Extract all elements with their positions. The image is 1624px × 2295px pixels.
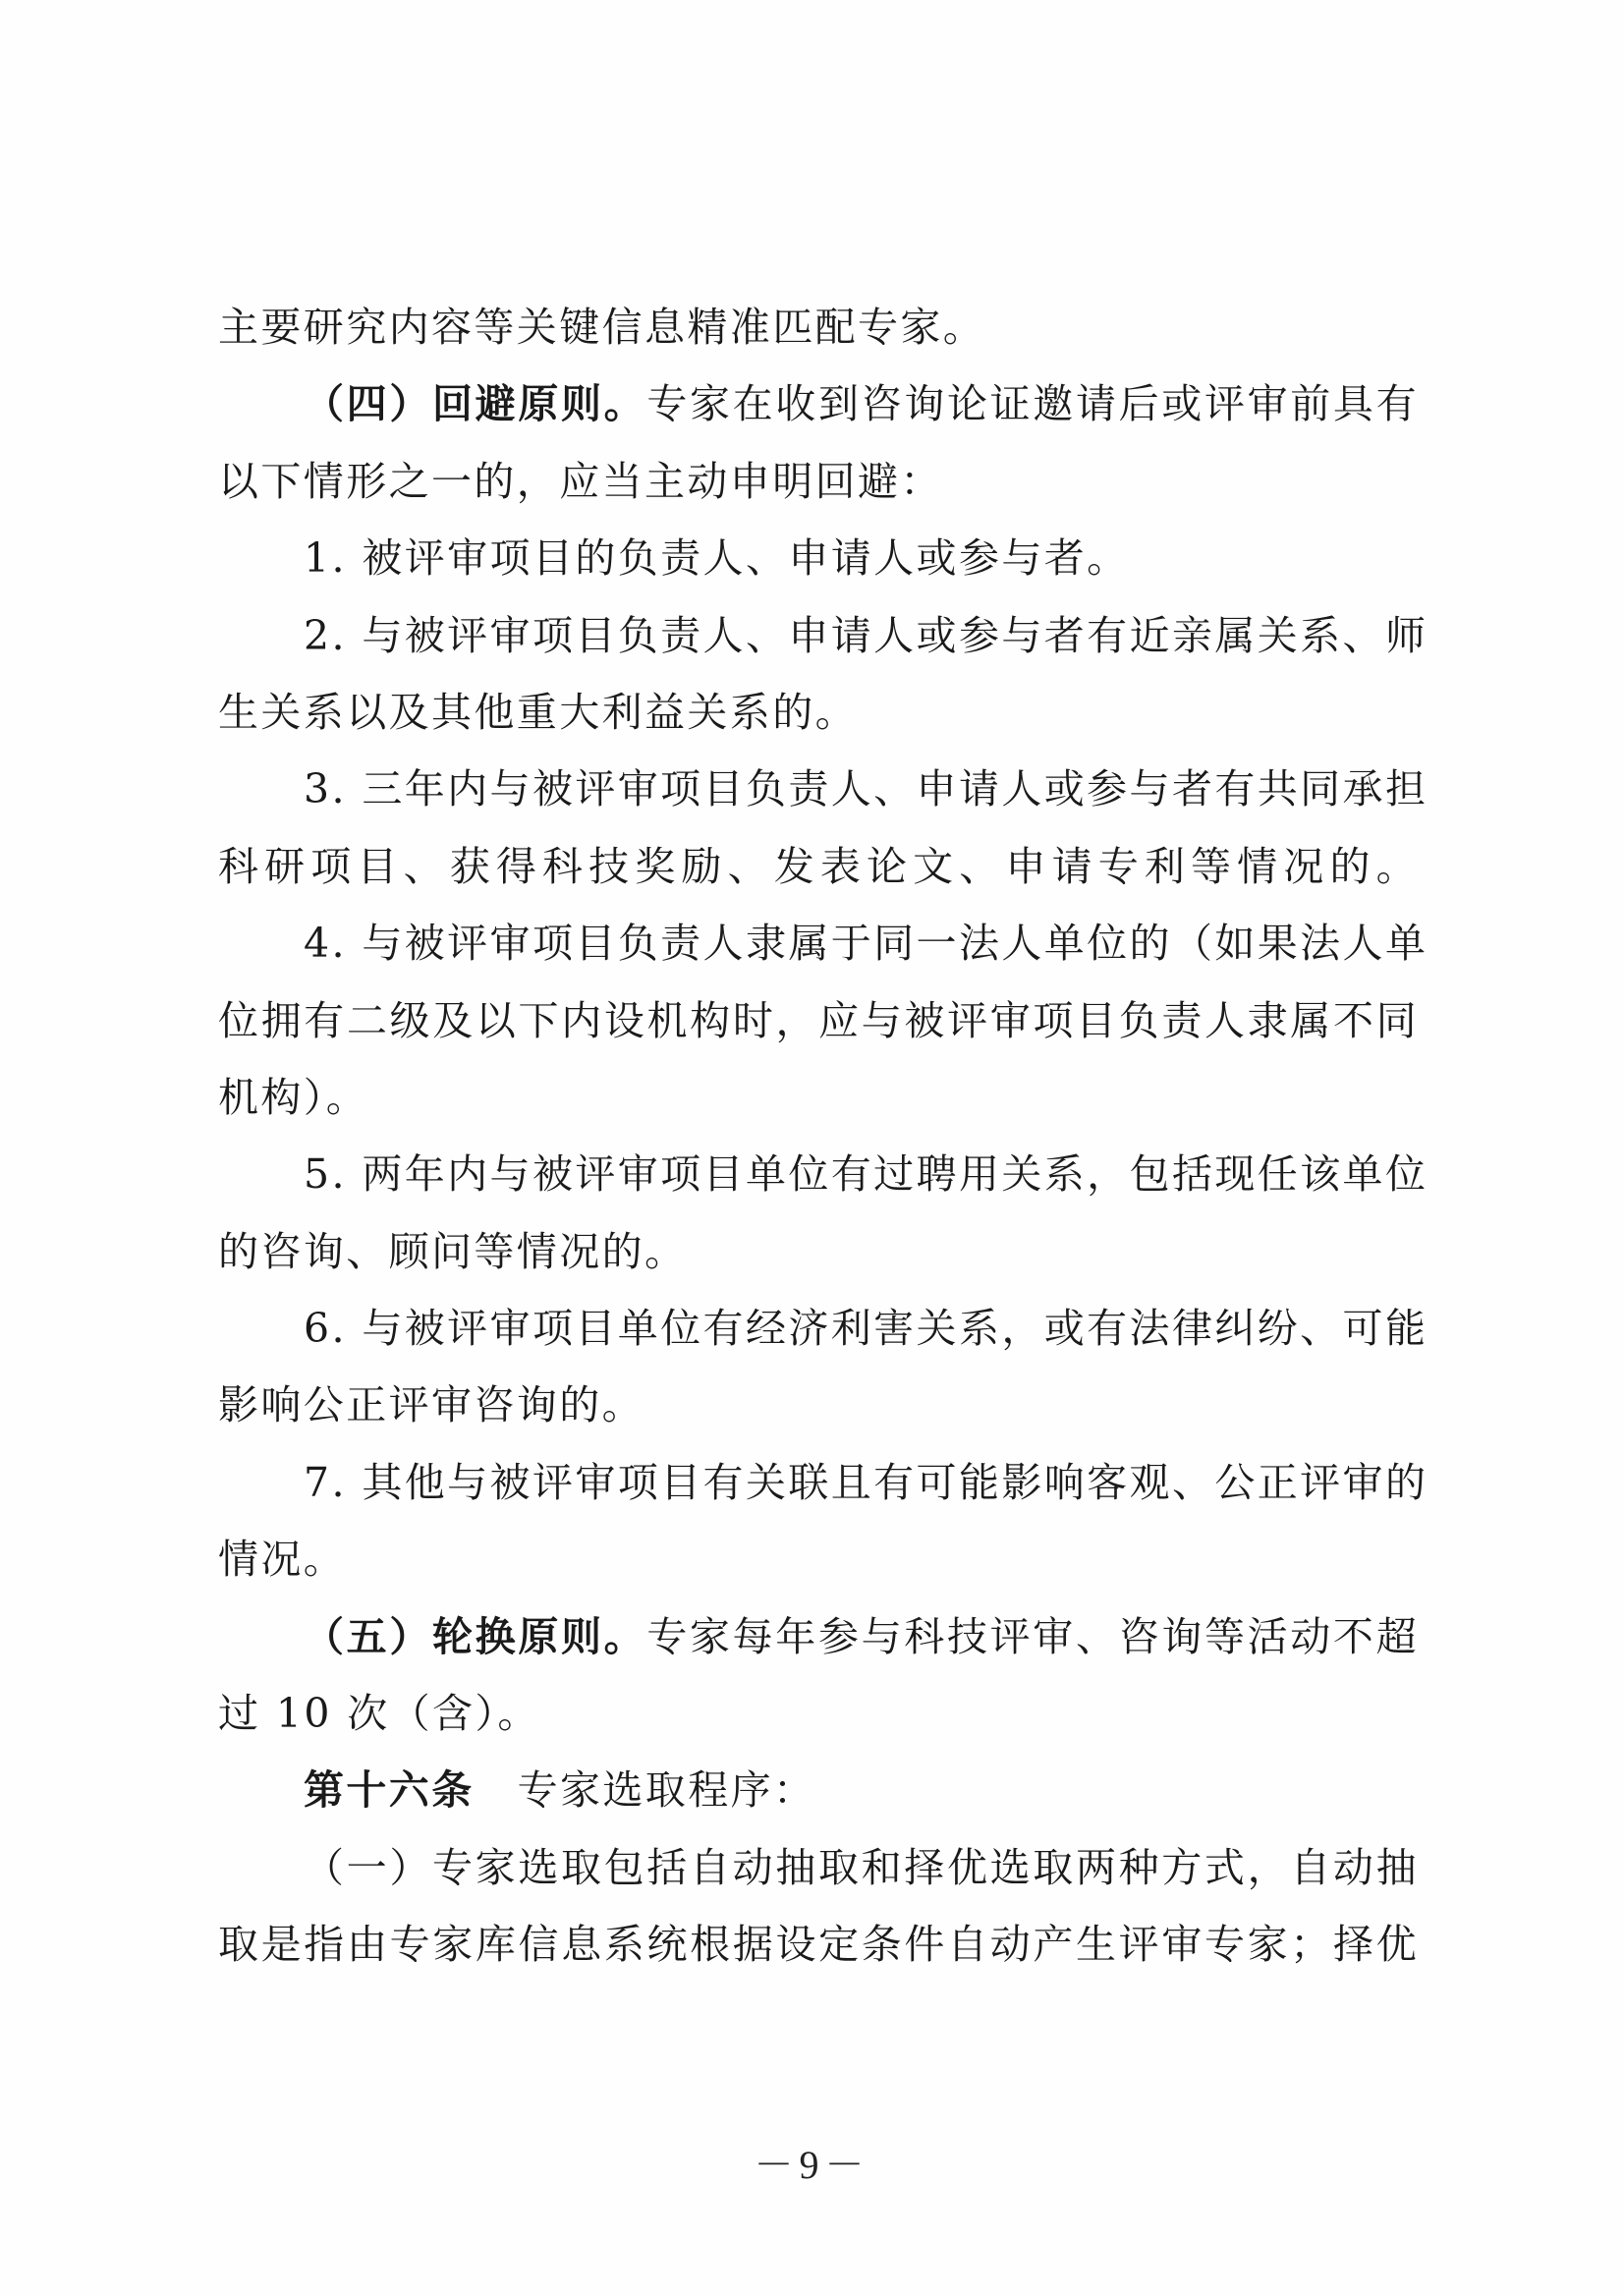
list-item-3 <box>218 751 1428 827</box>
document-body <box>218 289 1428 1984</box>
body-text: 2. 与被评审项目负责人、申请人或参与者有近亲属关系、师 <box>304 611 1428 659</box>
paragraph-line <box>218 1059 1419 1136</box>
paragraph-line <box>218 982 1419 1059</box>
paragraph-line <box>218 443 1419 520</box>
list-item-1 <box>218 520 1419 596</box>
paragraph-line <box>218 828 1419 905</box>
body-text: 情况。 <box>218 1536 347 1584</box>
paragraph-line <box>218 289 1419 365</box>
body-text: 专家在收到咨询论证邀请后或评审前具有 <box>646 380 1419 428</box>
paragraph-line <box>218 1213 1419 1290</box>
paragraph-line <box>218 1367 1419 1443</box>
body-text: 主要研究内容等关键信息精准匹配专家。 <box>218 304 986 351</box>
body-text: 影响公正评审咨询的。 <box>218 1381 644 1429</box>
body-text: 以下情形之一的，应当主动申明回避： <box>218 457 943 505</box>
page-number: －9－ <box>754 2143 870 2187</box>
body-text: 3. 三年内与被评审项目负责人、申请人或参与者有共同承担 <box>304 765 1428 813</box>
body-text: 7. 其他与被评审项目有关联且有可能影响客观、公正评审的 <box>304 1458 1428 1506</box>
list-item-4 <box>218 905 1428 981</box>
body-text: 取是指由专家库信息系统根据设定条件自动产生评审专家；择优 <box>218 1921 1419 1969</box>
section-heading-rotation-principle: （五）轮换原则。 <box>304 1612 647 1660</box>
body-text: （一）专家选取包括自动抽取和择优选取两种方式，自动抽 <box>304 1843 1419 1891</box>
body-text: 的咨询、顾问等情况的。 <box>218 1227 688 1275</box>
body-text: 1. 被评审项目的负责人、申请人或参与者。 <box>304 534 1130 583</box>
body-text: 科研项目、获得科技奖励、发表论文、申请专利等情况的。 <box>218 842 1419 890</box>
body-text: 5. 两年内与被评审项目单位有过聘用关系，包括现任该单位 <box>304 1150 1428 1199</box>
section-heading-line <box>218 1598 1419 1675</box>
list-item-7 <box>218 1444 1428 1521</box>
paragraph-line <box>218 1521 1419 1597</box>
section-heading-avoidance-principle: （四）回避原则。 <box>304 380 647 428</box>
body-text: 6. 与被评审项目单位有经济利害关系，或有法律纠纷、可能 <box>304 1305 1428 1353</box>
body-text: 位拥有二级及以下内设机构时，应与被评审项目负责人隶属不同 <box>218 996 1419 1044</box>
body-text: 生关系以及其他重大利益关系的。 <box>218 688 858 736</box>
paragraph-line <box>218 1829 1419 1906</box>
list-item-6 <box>218 1290 1428 1367</box>
list-item-5 <box>218 1136 1428 1212</box>
paragraph-line <box>218 674 1419 751</box>
body-text: 4. 与被评审项目负责人隶属于同一法人单位的（如果法人单 <box>304 920 1428 968</box>
article-heading-line <box>218 1752 1419 1828</box>
body-text: 机构）。 <box>218 1073 369 1121</box>
article-number: 第十六条 <box>304 1766 475 1815</box>
body-text: 过 10 次（含）。 <box>218 1690 540 1738</box>
paragraph-line <box>218 1675 1419 1752</box>
paragraph-line <box>218 1906 1419 1983</box>
article-title: 专家选取程序： <box>517 1766 816 1815</box>
body-text: 专家每年参与科技评审、咨询等活动不超 <box>646 1612 1419 1660</box>
list-item-2 <box>218 597 1428 674</box>
section-heading-line <box>218 365 1419 442</box>
